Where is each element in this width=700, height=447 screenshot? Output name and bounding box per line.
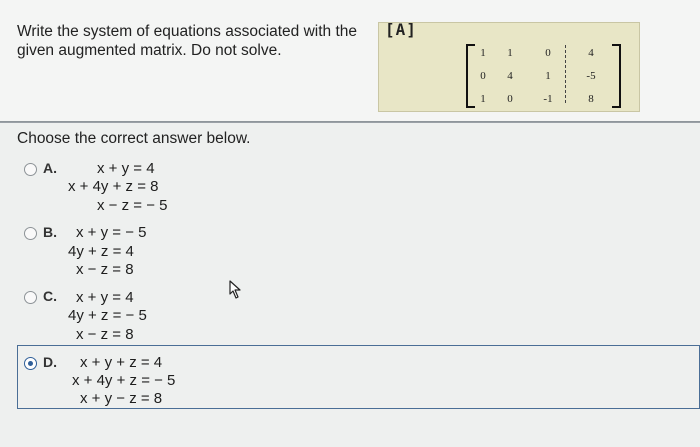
- option-c-letter: C.: [43, 288, 57, 304]
- option-a-line-3: x − z = − 5: [97, 197, 168, 214]
- option-b-line-2: 4y + z = 4: [68, 243, 134, 260]
- option-a-letter: A.: [43, 160, 57, 176]
- matrix-cell: 1: [507, 47, 513, 59]
- option-a-line-1: x + y = 4: [97, 160, 155, 177]
- panel-divider: [0, 121, 700, 122]
- matrix-cell: 1: [480, 93, 486, 105]
- choose-prompt: Choose the correct answer below.: [17, 130, 251, 147]
- option-b-line-3: x − z = 8: [76, 261, 134, 278]
- option-d-line-1: x + y + z = 4: [80, 354, 163, 371]
- option-d-letter: D.: [43, 354, 57, 370]
- option-a-line-2: x + 4y + z = 8: [68, 178, 159, 195]
- option-b-line-1: x + y = − 5: [76, 224, 147, 241]
- matrix-cell: 1: [480, 47, 486, 59]
- option-c-radio[interactable]: [24, 291, 37, 304]
- option-b-radio[interactable]: [24, 227, 37, 240]
- matrix-cell: -5: [586, 70, 596, 82]
- option-c-line-3: x − z = 8: [76, 326, 134, 343]
- matrix-right-bracket: [612, 44, 621, 108]
- matrix-cell: 4: [588, 47, 594, 59]
- matrix-cell: 8: [588, 93, 594, 105]
- option-c-line-2: 4y + z = − 5: [68, 307, 147, 324]
- option-d-line-3: x + y − z = 8: [80, 390, 163, 407]
- matrix-cell: 0: [545, 47, 551, 59]
- matrix-label: [A]: [385, 20, 417, 39]
- option-c-line-1: x + y = 4: [76, 289, 134, 306]
- hand-cursor-icon: [226, 280, 246, 302]
- matrix-cell: -1: [543, 93, 553, 105]
- question-text: Write the system of equations associated with the given augmented matrix. Do not solve.: [17, 23, 358, 59]
- option-d-radio[interactable]: [24, 357, 37, 370]
- matrix-cell: 1: [545, 70, 551, 82]
- option-a-radio[interactable]: [24, 163, 37, 176]
- matrix-cell: 0: [507, 93, 513, 105]
- option-b-letter: B.: [43, 224, 57, 240]
- option-d-line-2: x + 4y + z = − 5: [72, 372, 176, 389]
- augment-divider: [565, 45, 567, 103]
- matrix-cell: 0: [480, 70, 486, 82]
- matrix-cell: 4: [507, 70, 513, 82]
